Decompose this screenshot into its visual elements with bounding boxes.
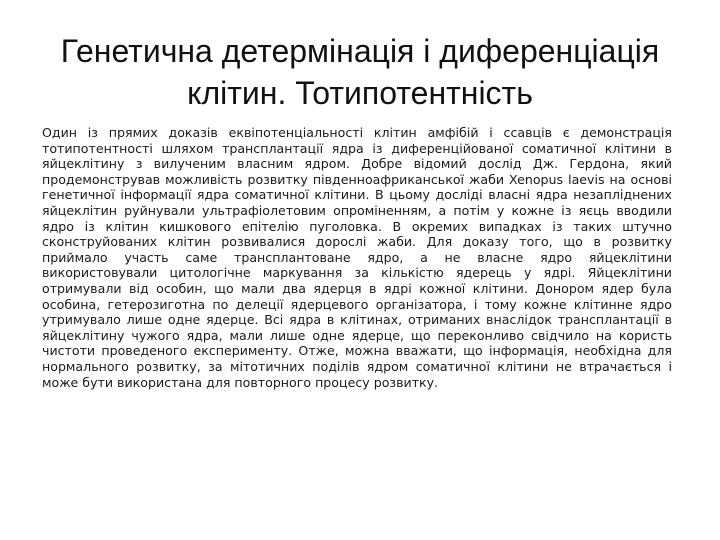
slide-title: Генетична детермінація і диференціація клітин. Тотипотентність [60, 33, 660, 111]
slide-body-text: Один із прямих доказів еквіпотенціальності клітин амфібій і ссавців є демонстрація тотипотентності шляхом трансплантації ядра із диференційованої соматичної клітини в яйцеклітину з вилученим власним ядром. Добре відомий дослід Дж. Гердона, який продемонстрував можливість розвитку південноафриканської жаби Xenopus laevis на основі генетичної інформації ядра соматичної клітини. В цьому досліді власні ядра незапліднених яйцеклітин руйнували ультрафіолетовим опроміненням, а потім у кожне із яєць вводили ядро із клітин кишкового епітелію пуголовка. В окремих випадках із таких штучно сконструйованих клітин розвивалися дорослі жаби. Для доказу того, що в розвитку приймало участь саме трансплантоване ядро, а не власне ядро яйцеклітини використовували цитологічне маркування за кількістю ядерець у ядрі. Яйцеклітини отримували від особин, що мали два ядерця в ядрі кожної клітини. Донором ядер була особина, гетерозиготна по делеції ядерцевого організатора, і тому кожне клітинне ядро утримувало лише одне ядерце. Всі ядра в клітинах, отриманих внаслідок трансплантації в яйцеклітину чужого ядра, мали лише одне ядерце, що переконливо свідчило на користь чистоти проведеного експерименту. Отже, можна вважати, що інформація, необхідна для нормального розвитку, за мітотичних поділів ядром соматичної клітини не втрачається і може бути використана для повторного процесу розвитку. [42, 125, 672, 390]
